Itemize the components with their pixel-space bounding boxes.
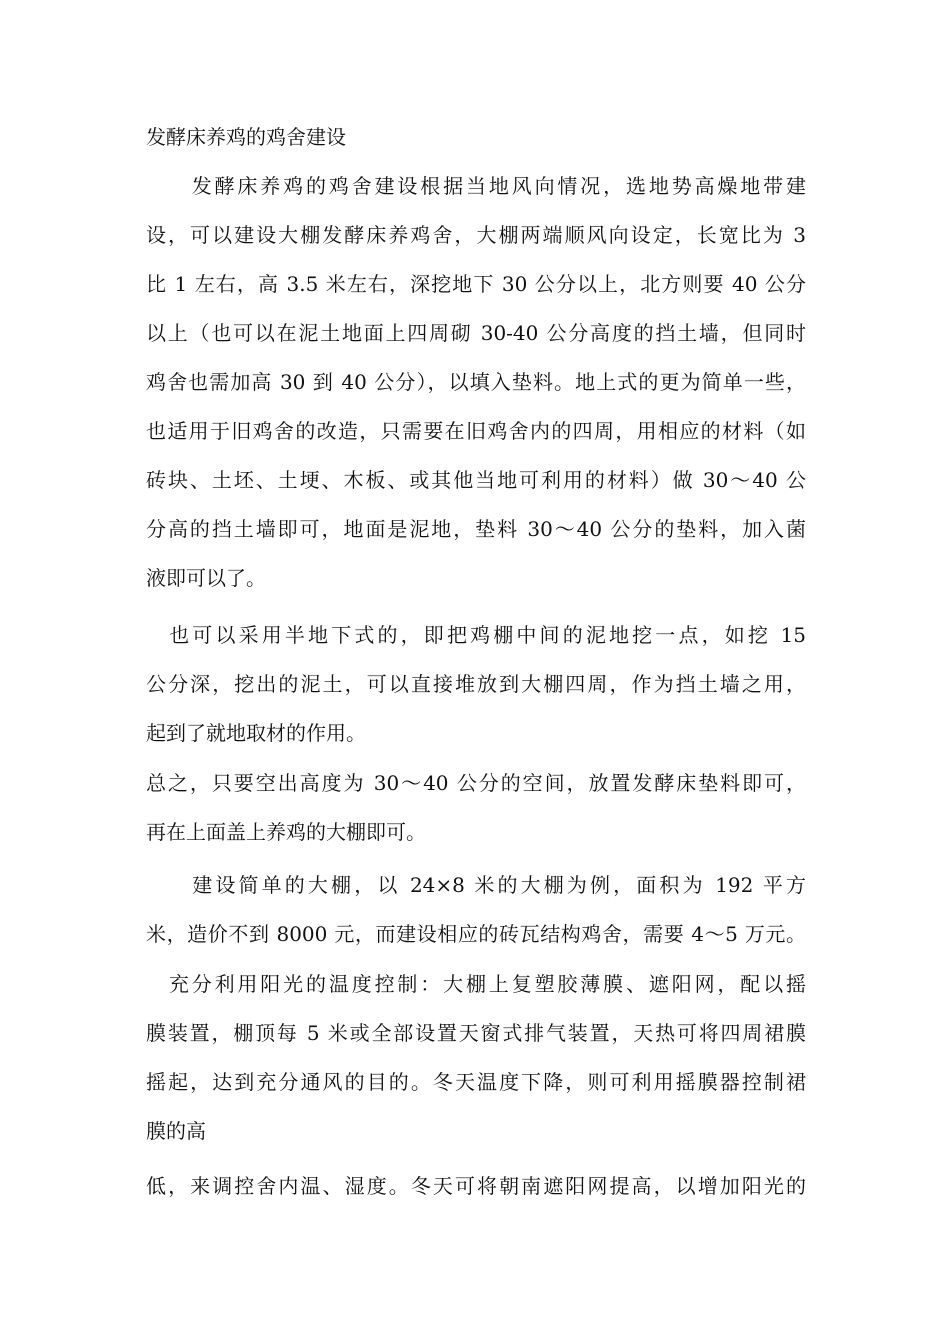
paragraph-line: 低，来调控舍内温、湿度。冬天可将朝南遮阳网提高，以增加阳光的	[146, 1174, 806, 1198]
paragraph-line: 膜装置，棚顶每 5 米或全部设置天窗式排气装置，天热可将四周裙膜	[146, 1021, 806, 1045]
paragraph-line: 公分深，挖出的泥土，可以直接堆放到大棚四周，作为挡土墙之用，	[146, 672, 806, 696]
paragraph-line: 砖块、土坯、土埂、木板、或其他当地可利用的材料）做 30～40 公	[146, 468, 806, 492]
paragraph-line: 设，可以建设大棚发酵床养鸡舍，大棚两端顺风向设定，长宽比为 3	[146, 223, 806, 247]
paragraph-line: 比 1 左右，高 3.5 米左右，深挖地下 30 公分以上，北方则要 40 公分	[146, 272, 806, 296]
paragraph-line: 总之，只要空出高度为 30～40 公分的空间，放置发酵床垫料即可，	[146, 771, 806, 795]
paragraph-line: 也适用于旧鸡舍的改造，只需要在旧鸡舍内的四周，用相应的材料（如	[146, 419, 806, 443]
paragraph-line: 鸡舍也需加高 30 到 40 公分），以填入垫料。地上式的更为简单一些，	[146, 370, 806, 394]
paragraph-line: 液即可以了。	[146, 566, 266, 590]
paragraph-line: 充分利用阳光的温度控制：大棚上复塑胶薄膜、遮阳网，配以摇	[146, 972, 806, 996]
paragraph-line: 也可以采用半地下式的，即把鸡棚中间的泥地挖一点，如挖 15	[146, 623, 806, 647]
paragraph-line: 米，造价不到 8000 元，而建设相应的砖瓦结构鸡舍，需要 4～5 万元。	[146, 922, 806, 946]
paragraph-line: 分高的挡土墙即可，地面是泥地，垫料 30～40 公分的垫料，加入菌	[146, 517, 806, 541]
paragraph-line: 起到了就地取材的作用。	[146, 721, 366, 745]
paragraph-line: 摇起，达到充分通风的目的。冬天温度下降，则可利用摇膜器控制裙	[146, 1070, 806, 1094]
paragraph-line: 建设简单的大棚，以 24×8 米的大棚为例，面积为 192 平方	[146, 873, 806, 897]
paragraph-line: 膜的高	[146, 1119, 206, 1143]
paragraph-line: 以上（也可以在泥土地面上四周砌 30-40 公分高度的挡土墙，但同时	[146, 321, 806, 345]
document-title: 发酵床养鸡的鸡舍建设	[146, 125, 346, 149]
paragraph-line: 发酵床养鸡的鸡舍建设根据当地风向情况，选地势高燥地带建	[146, 174, 806, 198]
paragraph-line: 再在上面盖上养鸡的大棚即可。	[146, 820, 426, 844]
